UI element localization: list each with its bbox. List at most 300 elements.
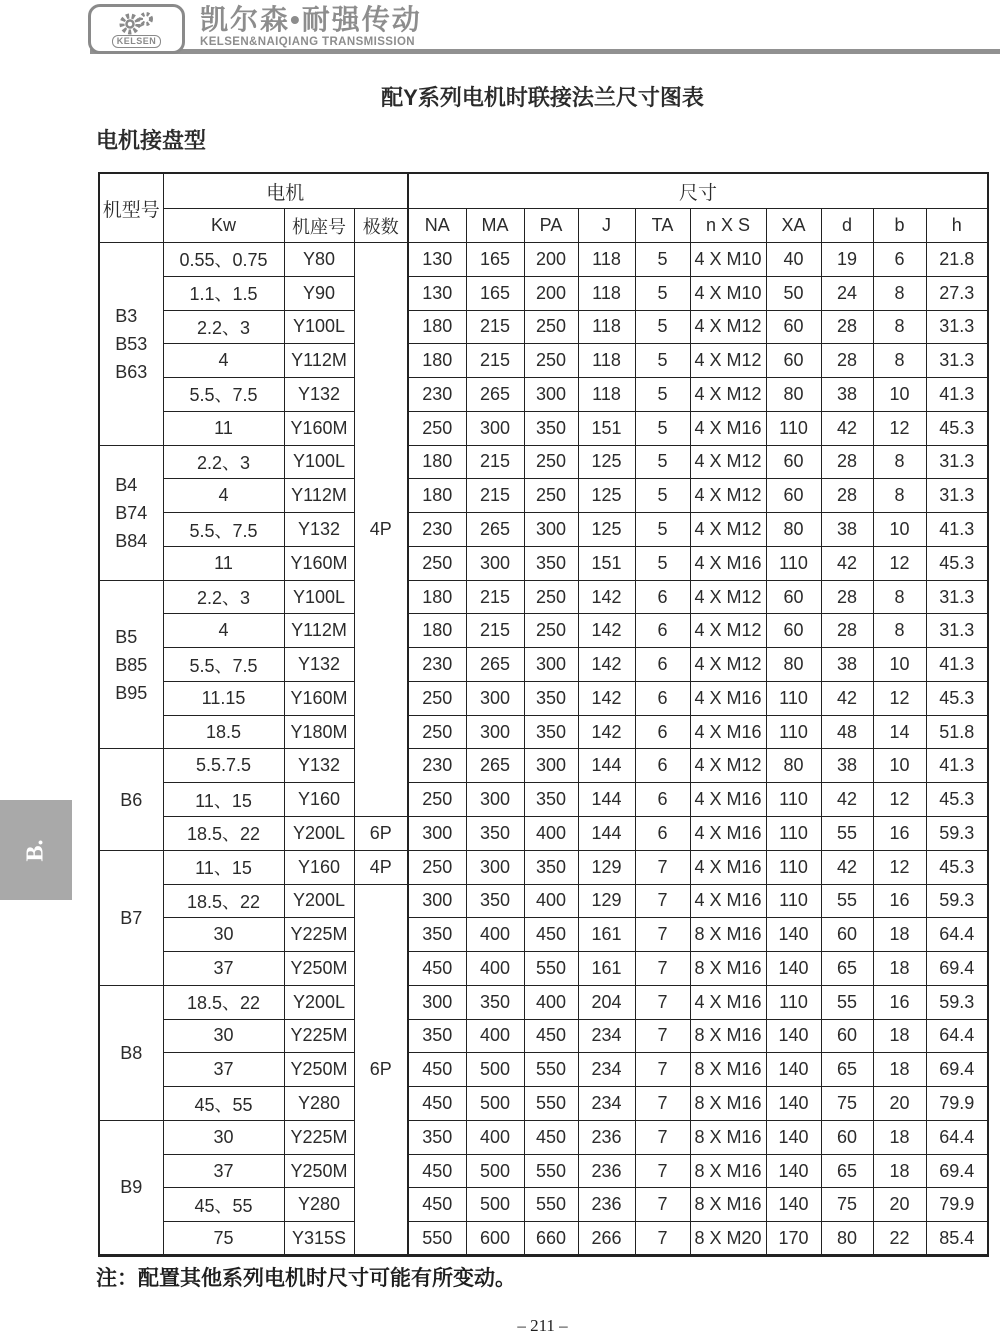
table-cell: 5.5、7.5	[163, 378, 284, 412]
table-cell: 10	[873, 648, 926, 682]
table-cell: 75	[821, 1087, 873, 1121]
table-cell: 85.4	[926, 1222, 988, 1256]
table-cell: 265	[466, 513, 524, 547]
table-cell: 28	[821, 344, 873, 378]
table-cell: 4 X M12	[690, 580, 766, 614]
table-cell: 37	[163, 1154, 284, 1188]
table-cell: 110	[766, 817, 821, 851]
table-cell: 230	[408, 378, 466, 412]
table-cell: 400	[466, 918, 524, 952]
table-cell: 142	[578, 681, 635, 715]
table-cell: 151	[578, 546, 635, 580]
table-cell: Y315S	[284, 1222, 354, 1256]
table-cell: 6	[635, 648, 690, 682]
table-cell: 41.3	[926, 513, 988, 547]
table-cell: 21.8	[926, 243, 988, 277]
table-cell: 110	[766, 985, 821, 1019]
table-cell: 200	[524, 243, 578, 277]
table-cell: 65	[821, 1053, 873, 1087]
model-group-cell: B9	[99, 1120, 163, 1255]
table-cell: 140	[766, 1154, 821, 1188]
table-cell: Y100L	[284, 310, 354, 344]
table-cell: Y200L	[284, 884, 354, 918]
table-cell: 5.5、7.5	[163, 513, 284, 547]
table-cell: 550	[524, 1154, 578, 1188]
table-cell: 129	[578, 850, 635, 884]
table-cell: 11.15	[163, 681, 284, 715]
table-cell: Y112M	[284, 479, 354, 513]
table-cell: Y250M	[284, 1053, 354, 1087]
table-cell: 118	[578, 344, 635, 378]
table-cell: 250	[524, 614, 578, 648]
table-cell: 55	[821, 985, 873, 1019]
table-cell: 16	[873, 985, 926, 1019]
brand-name-en: KELSEN&NAIQIANG TRANSMISSION	[200, 36, 416, 48]
table-cell: 4 X M16	[690, 681, 766, 715]
table-cell: 27.3	[926, 276, 988, 310]
table-cell: Y280	[284, 1188, 354, 1222]
table-cell: 400	[466, 952, 524, 986]
table-cell: 6	[635, 614, 690, 648]
table-cell: 118	[578, 276, 635, 310]
table-cell: 4 X M16	[690, 411, 766, 445]
table-cell: 550	[524, 1188, 578, 1222]
model-group-cell: B8	[99, 985, 163, 1120]
table-row	[99, 1053, 988, 1087]
table-cell: 80	[821, 1222, 873, 1256]
table-cell: 250	[408, 411, 466, 445]
table-cell: 215	[466, 445, 524, 479]
table-cell: 350	[466, 884, 524, 918]
pole-group-cell: 6P	[354, 884, 408, 1255]
table-cell: 6	[635, 749, 690, 783]
table-cell: 110	[766, 411, 821, 445]
header-row-1	[99, 173, 988, 209]
table-cell: 170	[766, 1222, 821, 1256]
table-row	[99, 749, 988, 783]
table-cell: 5.5、7.5	[163, 648, 284, 682]
table-cell: 2.2、3	[163, 445, 284, 479]
table-cell: 4 X M16	[690, 884, 766, 918]
pole-group-cell: 6P	[354, 817, 408, 851]
model-group-cell: B7	[99, 850, 163, 985]
table-cell: Y160	[284, 850, 354, 884]
table-cell: 80	[766, 513, 821, 547]
table-cell: 5.5.7.5	[163, 749, 284, 783]
table-cell: 55	[821, 884, 873, 918]
table-cell: 230	[408, 648, 466, 682]
table-cell: 30	[163, 918, 284, 952]
model-group-cell: B5 B85 B95	[99, 580, 163, 749]
table-cell: 300	[524, 749, 578, 783]
table-row	[99, 918, 988, 952]
table-row	[99, 817, 988, 851]
table-cell: Y90	[284, 276, 354, 310]
table-row	[99, 1188, 988, 1222]
table-cell: 130	[408, 276, 466, 310]
table-row	[99, 783, 988, 817]
table-cell: 7	[635, 884, 690, 918]
table-cell: 60	[766, 479, 821, 513]
table-cell: 300	[466, 411, 524, 445]
table-cell: 37	[163, 952, 284, 986]
table-row	[99, 681, 988, 715]
table-row	[99, 243, 988, 277]
table-cell: 20	[873, 1087, 926, 1121]
table-cell: 161	[578, 952, 635, 986]
table-cell: 144	[578, 749, 635, 783]
table-cell: 42	[821, 681, 873, 715]
table-cell: 51.8	[926, 715, 988, 749]
table-cell: 45、55	[163, 1188, 284, 1222]
table-cell: 234	[578, 1053, 635, 1087]
table-cell: 180	[408, 445, 466, 479]
table-cell: 60	[766, 445, 821, 479]
table-cell: 5	[635, 513, 690, 547]
table-cell: 18	[873, 1154, 926, 1188]
table-cell: 500	[466, 1154, 524, 1188]
col-header-xa: XA	[766, 209, 821, 243]
table-row	[99, 479, 988, 513]
table-cell: 7	[635, 1188, 690, 1222]
table-cell: 22	[873, 1222, 926, 1256]
table-cell: 8 X M16	[690, 1120, 766, 1154]
table-cell: 0.55、0.75	[163, 243, 284, 277]
col-header-model: 机型号	[99, 173, 163, 243]
table-cell: 5	[635, 310, 690, 344]
table-cell: 400	[466, 1019, 524, 1053]
table-cell: 4 X M12	[690, 344, 766, 378]
table-cell: 180	[408, 614, 466, 648]
table-cell: 250	[408, 715, 466, 749]
table-cell: 7	[635, 1019, 690, 1053]
table-cell: 40	[766, 243, 821, 277]
table-row	[99, 445, 988, 479]
table-cell: 140	[766, 1053, 821, 1087]
table-cell: 12	[873, 681, 926, 715]
table-cell: 400	[524, 817, 578, 851]
table-cell: 4 X M16	[690, 985, 766, 1019]
table-cell: 550	[524, 1087, 578, 1121]
table-cell: 4	[163, 479, 284, 513]
table-cell: 38	[821, 749, 873, 783]
table-cell: 144	[578, 817, 635, 851]
table-cell: 250	[408, 783, 466, 817]
table-cell: 4 X M12	[690, 378, 766, 412]
table-cell: 230	[408, 749, 466, 783]
table-cell: 350	[408, 1120, 466, 1154]
table-cell: 110	[766, 884, 821, 918]
table-cell: 2.2、3	[163, 580, 284, 614]
table-cell: 450	[408, 1154, 466, 1188]
table-row	[99, 378, 988, 412]
table-cell: 142	[578, 614, 635, 648]
table-cell: 250	[524, 310, 578, 344]
header-row-2	[99, 209, 988, 243]
table-cell: 4	[163, 344, 284, 378]
table-cell: 215	[466, 580, 524, 614]
table-cell: 59.3	[926, 884, 988, 918]
table-cell: 42	[821, 411, 873, 445]
col-header-pa: PA	[524, 209, 578, 243]
table-cell: 6	[635, 783, 690, 817]
table-cell: 80	[766, 749, 821, 783]
table-row	[99, 952, 988, 986]
table-cell: 41.3	[926, 378, 988, 412]
table-cell: 8 X M16	[690, 1087, 766, 1121]
table-cell: 5	[635, 378, 690, 412]
table-cell: 300	[466, 546, 524, 580]
table-cell: 50	[766, 276, 821, 310]
table-cell: 500	[466, 1087, 524, 1121]
table-cell: 65	[821, 952, 873, 986]
table-cell: 4 X M12	[690, 749, 766, 783]
table-cell: 500	[466, 1188, 524, 1222]
table-cell: 20	[873, 1188, 926, 1222]
table-cell: 400	[524, 884, 578, 918]
table-cell: 18.5、22	[163, 884, 284, 918]
table-cell: 8 X M16	[690, 918, 766, 952]
table-cell: Y280	[284, 1087, 354, 1121]
table-cell: Y112M	[284, 344, 354, 378]
table-row	[99, 344, 988, 378]
table-cell: 142	[578, 648, 635, 682]
table-cell: Y225M	[284, 1120, 354, 1154]
table-cell: 5	[635, 276, 690, 310]
table-cell: Y225M	[284, 1019, 354, 1053]
table-cell: 130	[408, 243, 466, 277]
table-row	[99, 1087, 988, 1121]
table-cell: 4 X M16	[690, 715, 766, 749]
table-cell: 28	[821, 310, 873, 344]
table-cell: 64.4	[926, 918, 988, 952]
table-cell: 110	[766, 681, 821, 715]
table-cell: 250	[408, 546, 466, 580]
table-row	[99, 1154, 988, 1188]
table-cell: 12	[873, 411, 926, 445]
page-title: 配Y系列电机时联接法兰尺寸图表	[381, 85, 704, 110]
table-cell: 69.4	[926, 1154, 988, 1188]
table-cell: 8	[873, 479, 926, 513]
table-cell: 236	[578, 1188, 635, 1222]
table-cell: 550	[524, 1053, 578, 1087]
table-cell: 234	[578, 1019, 635, 1053]
table-cell: 1.1、1.5	[163, 276, 284, 310]
col-header-dimensions: 尺寸	[408, 173, 988, 209]
table-cell: 8	[873, 580, 926, 614]
chapter-tab	[0, 800, 72, 900]
table-cell: 110	[766, 715, 821, 749]
table-cell: 450	[408, 1188, 466, 1222]
table-cell: 5	[635, 479, 690, 513]
footnote: 注：配置其他系列电机时尺寸可能有所变动。	[96, 1267, 516, 1290]
table-cell: 6	[873, 243, 926, 277]
table-cell: 42	[821, 546, 873, 580]
table-cell: 18.5	[163, 715, 284, 749]
table-cell: 180	[408, 479, 466, 513]
table-cell: 4 X M10	[690, 243, 766, 277]
table-cell: 180	[408, 344, 466, 378]
flange-dimensions-table	[98, 172, 989, 1257]
model-group-cell: B6	[99, 749, 163, 850]
table-cell: 45.3	[926, 783, 988, 817]
table-cell: 31.3	[926, 344, 988, 378]
table-cell: 8	[873, 614, 926, 648]
table-cell: 300	[466, 681, 524, 715]
table-cell: 142	[578, 580, 635, 614]
table-cell: 450	[524, 1019, 578, 1053]
table-cell: Y160	[284, 783, 354, 817]
table-cell: Y250M	[284, 952, 354, 986]
table-row	[99, 310, 988, 344]
table-cell: 7	[635, 1154, 690, 1188]
table-cell: Y100L	[284, 580, 354, 614]
table-cell: 230	[408, 513, 466, 547]
table-cell: 60	[766, 344, 821, 378]
table-cell: 60	[821, 918, 873, 952]
table-cell: 4 X M12	[690, 513, 766, 547]
table-cell: 129	[578, 884, 635, 918]
pole-group-cell: 4P	[354, 850, 408, 884]
table-cell: 165	[466, 276, 524, 310]
header-divider-bar	[90, 49, 1000, 54]
table-cell: 69.4	[926, 952, 988, 986]
table-cell: 110	[766, 850, 821, 884]
table-cell: 48	[821, 715, 873, 749]
table-cell: Y180M	[284, 715, 354, 749]
table-row	[99, 715, 988, 749]
table-cell: Y132	[284, 749, 354, 783]
table-cell: 28	[821, 479, 873, 513]
table-cell: 125	[578, 445, 635, 479]
table-cell: 65	[821, 1154, 873, 1188]
table-row	[99, 985, 988, 1019]
table-cell: 4 X M16	[690, 850, 766, 884]
table-cell: Y112M	[284, 614, 354, 648]
table-cell: 550	[524, 952, 578, 986]
table-cell: 38	[821, 378, 873, 412]
table-cell: Y132	[284, 648, 354, 682]
table-cell: 10	[873, 378, 926, 412]
table-cell: 118	[578, 378, 635, 412]
table-cell: 600	[466, 1222, 524, 1256]
table-cell: 5	[635, 411, 690, 445]
table-cell: 300	[408, 817, 466, 851]
table-cell: 45.3	[926, 850, 988, 884]
table-cell: 350	[524, 546, 578, 580]
table-cell: 8 X M16	[690, 1188, 766, 1222]
table-cell: 31.3	[926, 445, 988, 479]
table-cell: 140	[766, 952, 821, 986]
table-cell: 45.3	[926, 681, 988, 715]
table-cell: 350	[466, 985, 524, 1019]
table-cell: 75	[821, 1188, 873, 1222]
table-cell: Y160M	[284, 411, 354, 445]
col-header-d: d	[821, 209, 873, 243]
table-cell: 31.3	[926, 580, 988, 614]
table-cell: 42	[821, 850, 873, 884]
table-cell: 400	[466, 1120, 524, 1154]
table-cell: 8 X M20	[690, 1222, 766, 1256]
table-cell: 4 X M16	[690, 783, 766, 817]
table-cell: 12	[873, 783, 926, 817]
pole-group-cell: 4P	[354, 243, 408, 817]
table-cell: 215	[466, 310, 524, 344]
table-cell: 60	[766, 580, 821, 614]
table-cell: 110	[766, 783, 821, 817]
table-cell: 7	[635, 850, 690, 884]
table-cell: 450	[408, 1053, 466, 1087]
table-cell: 350	[466, 817, 524, 851]
chapter-tab-label: B.	[22, 838, 49, 862]
table-cell: Y160M	[284, 546, 354, 580]
table-cell: 5	[635, 344, 690, 378]
table-row	[99, 411, 988, 445]
table-cell: 64.4	[926, 1019, 988, 1053]
table-cell: 19	[821, 243, 873, 277]
table-cell: 125	[578, 479, 635, 513]
table-row	[99, 648, 988, 682]
table-cell: 79.9	[926, 1087, 988, 1121]
col-header-ma: MA	[466, 209, 524, 243]
table-cell: 12	[873, 850, 926, 884]
table-cell: 79.9	[926, 1188, 988, 1222]
table-cell: 28	[821, 445, 873, 479]
col-header-h: h	[926, 209, 988, 243]
col-header-ta: TA	[635, 209, 690, 243]
col-header-poles: 极数	[354, 209, 408, 243]
table-cell: 110	[766, 546, 821, 580]
brand-name-cn: 凯尔森•耐强传动	[200, 4, 422, 35]
table-cell: 30	[163, 1019, 284, 1053]
table-cell: 236	[578, 1154, 635, 1188]
table-cell: 450	[524, 918, 578, 952]
table-cell: 7	[635, 1053, 690, 1087]
table-cell: 5	[635, 546, 690, 580]
table-cell: 450	[408, 1087, 466, 1121]
table-cell: 4	[163, 614, 284, 648]
table-cell: 140	[766, 1120, 821, 1154]
table-cell: 350	[524, 715, 578, 749]
table-cell: 12	[873, 546, 926, 580]
col-header-na: NA	[408, 209, 466, 243]
table-cell: 45.3	[926, 411, 988, 445]
table-cell: 265	[466, 378, 524, 412]
table-cell: 60	[766, 614, 821, 648]
table-cell: 142	[578, 715, 635, 749]
table-row	[99, 614, 988, 648]
table-cell: 18	[873, 1019, 926, 1053]
table-row	[99, 1019, 988, 1053]
table-cell: 265	[466, 749, 524, 783]
table-cell: 300	[524, 378, 578, 412]
table-cell: 7	[635, 952, 690, 986]
table-cell: 215	[466, 614, 524, 648]
table-cell: 215	[466, 479, 524, 513]
table-cell: 6	[635, 681, 690, 715]
table-cell: 5	[635, 445, 690, 479]
table-cell: 60	[766, 310, 821, 344]
table-cell: 660	[524, 1222, 578, 1256]
table-cell: 215	[466, 344, 524, 378]
table-cell: 140	[766, 1087, 821, 1121]
table-cell: Y250M	[284, 1154, 354, 1188]
table-cell: Y80	[284, 243, 354, 277]
section-subtitle: 电机接盘型	[96, 128, 207, 153]
table-cell: 4 X M12	[690, 614, 766, 648]
col-header-j: J	[578, 209, 635, 243]
table-cell: 450	[408, 952, 466, 986]
